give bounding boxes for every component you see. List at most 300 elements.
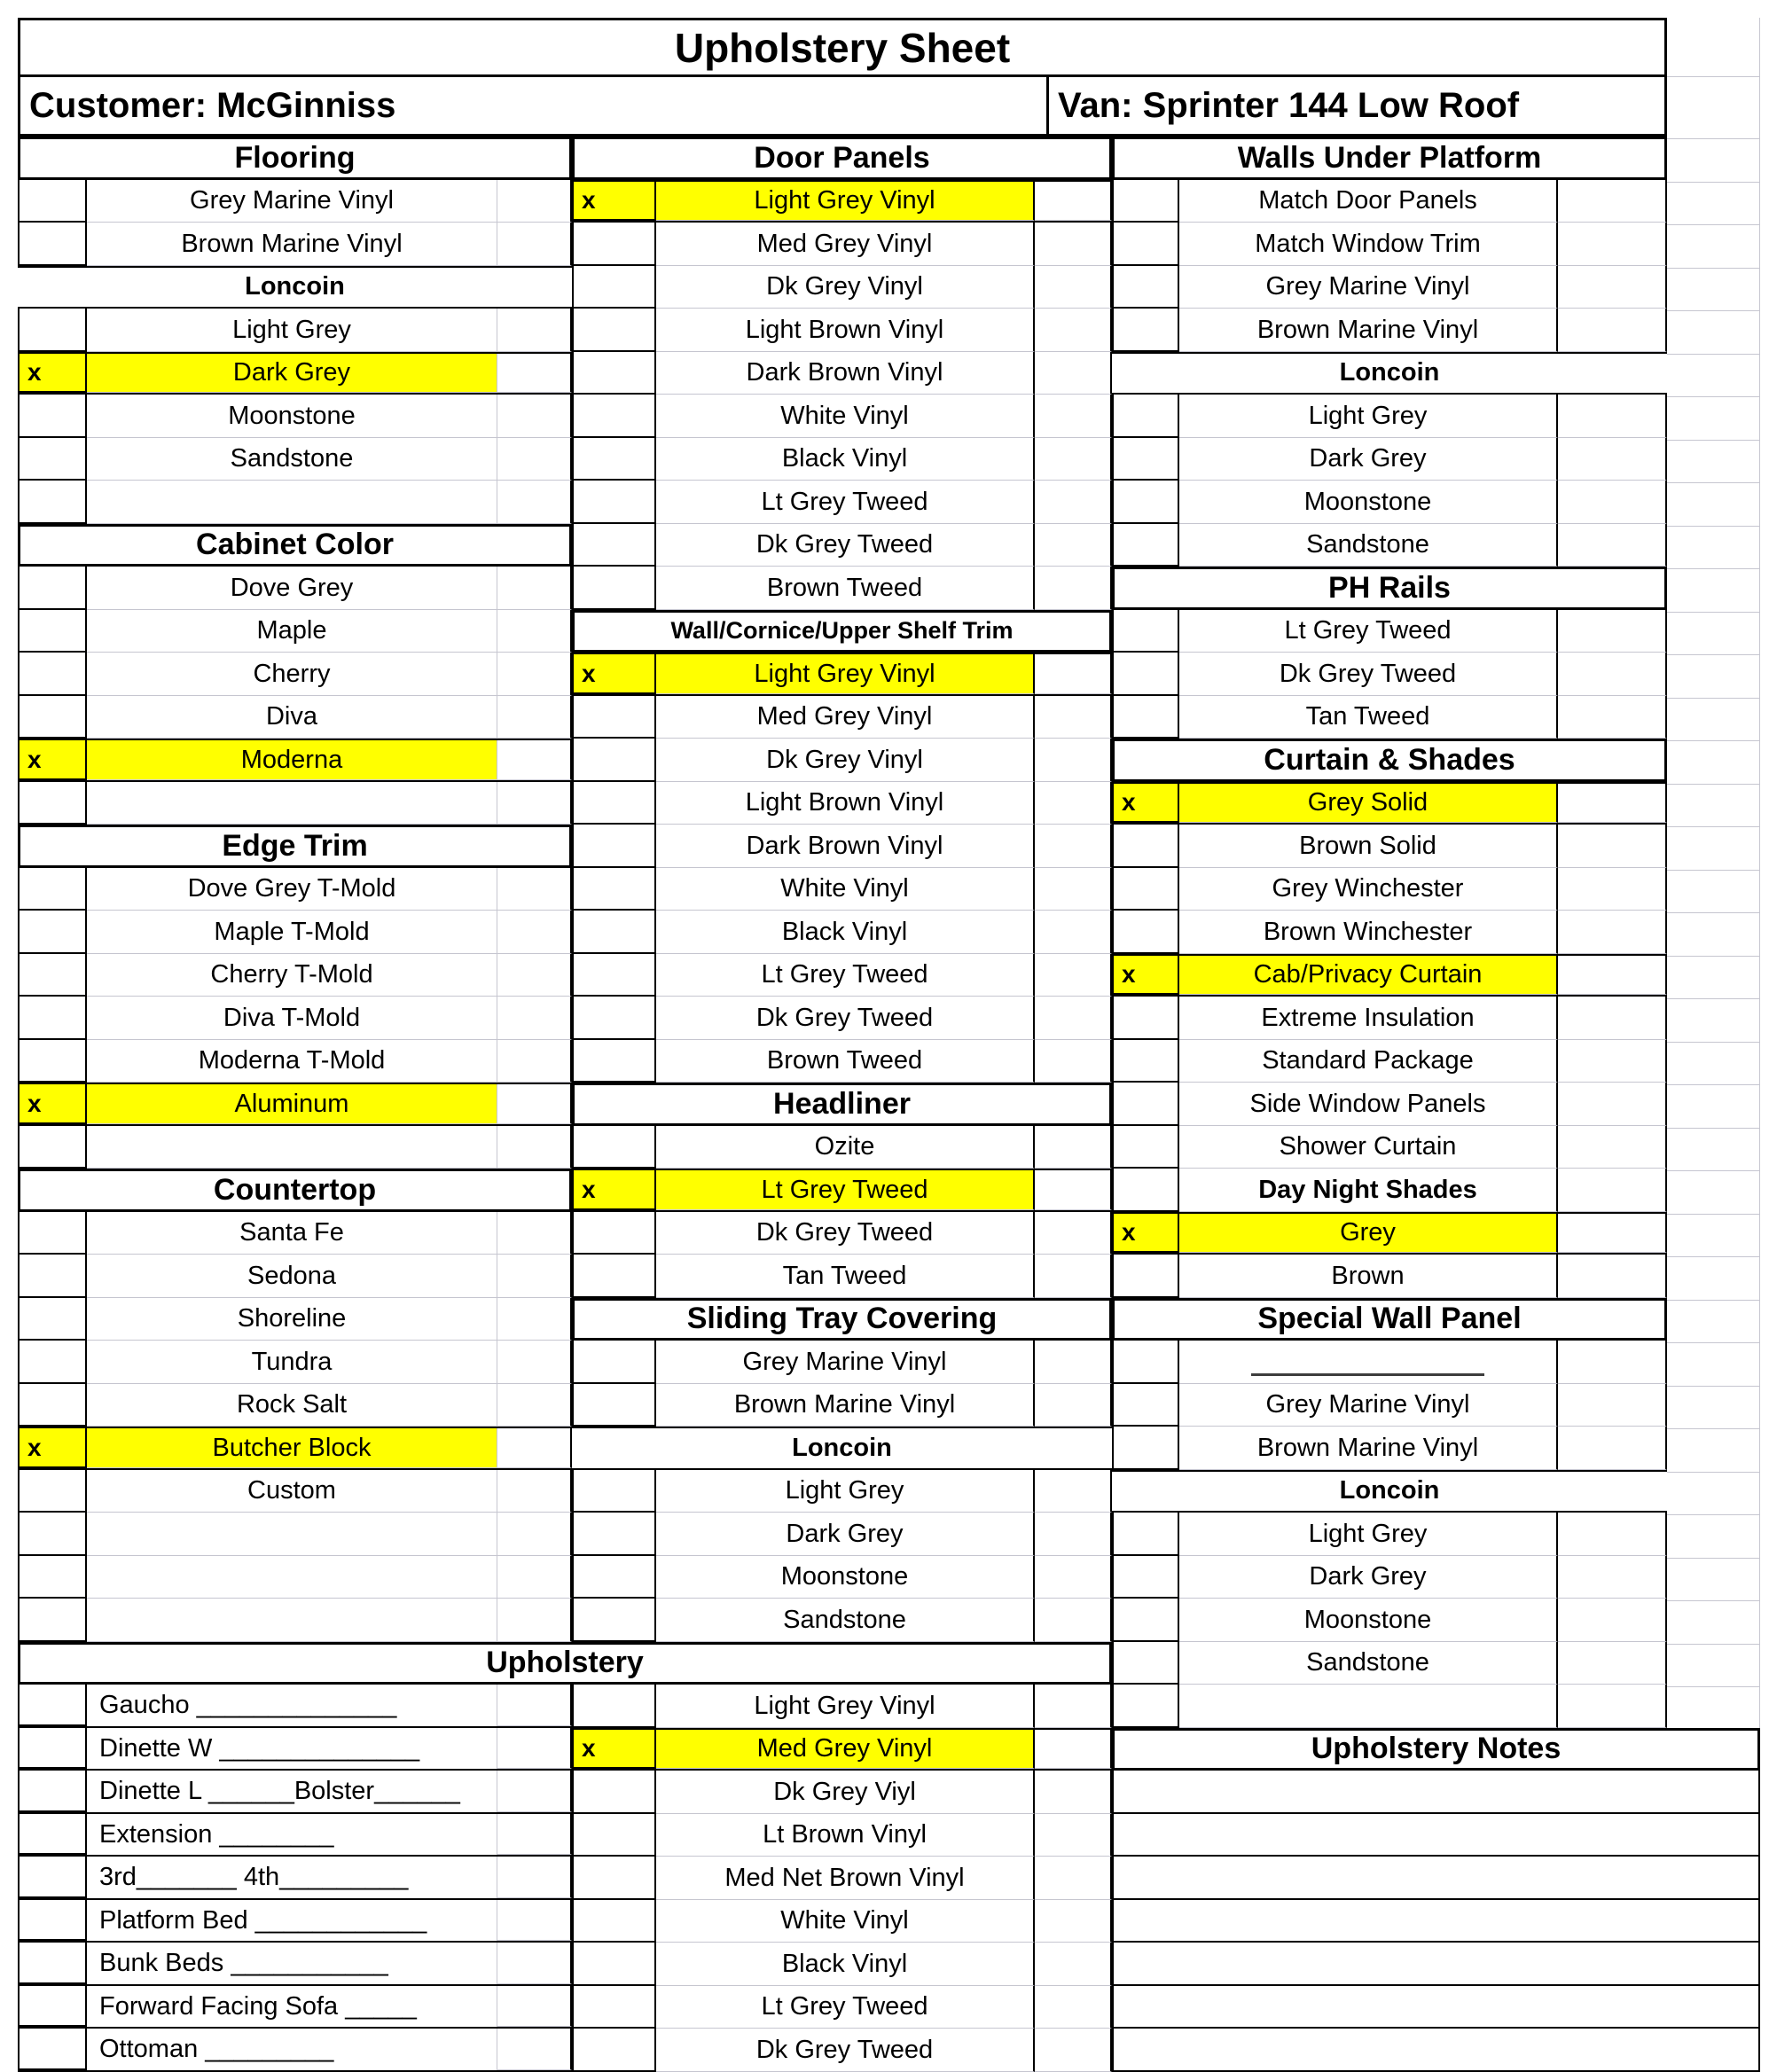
gutter-cell <box>1667 483 1759 527</box>
note-row[interactable] <box>1112 1814 1760 1857</box>
spacer-cell <box>1558 266 1667 309</box>
note-row[interactable] <box>1112 1986 1760 2029</box>
row-white-vinyl <box>572 868 1112 911</box>
checkbox-shoreline[interactable] <box>18 1298 87 1341</box>
checkbox-moonstone[interactable] <box>1112 1599 1179 1642</box>
label-match-window-trim: Match Window Trim <box>1179 223 1558 266</box>
checkbox-dk-grey-tweed[interactable] <box>1112 653 1179 696</box>
checkbox-blank[interactable] <box>18 1599 87 1642</box>
label-bunk-beds[interactable]: Bunk Beds ___________ <box>99 1949 388 1978</box>
checkbox-grey-marine-vinyl[interactable] <box>18 180 87 223</box>
checkbox-light-grey-vinyl[interactable]: x <box>572 654 656 694</box>
spacer-cell <box>1558 438 1667 481</box>
row-light-grey-vinyl <box>572 1685 1112 1728</box>
label-ottoman[interactable]: Ottoman _________ <box>99 2035 334 2064</box>
spacer-cell <box>1035 567 1112 610</box>
gutter-cell <box>1667 527 1759 570</box>
label-black-vinyl: Black Vinyl <box>656 1943 1035 1986</box>
row-forward-facing-sofa <box>18 1986 572 2029</box>
spacer-cell <box>1558 309 1667 352</box>
row-grey-solid <box>1112 782 1667 825</box>
row-light-grey-vinyl <box>572 180 1112 223</box>
checkbox-brown-marine-vinyl[interactable] <box>1112 309 1179 352</box>
spacer-cell <box>1558 784 1667 824</box>
checkbox-white-vinyl[interactable] <box>572 1900 656 1943</box>
checkbox-light-brown-vinyl[interactable] <box>572 309 656 352</box>
checkbox-match-window-trim[interactable] <box>1112 223 1179 266</box>
label-grey: Grey <box>1179 1214 1558 1254</box>
checkbox-dk-grey-tweed[interactable] <box>572 1212 656 1255</box>
spacer-cell <box>1035 1900 1112 1943</box>
checkbox-ozite[interactable] <box>572 1126 656 1169</box>
checkbox-rock-salt[interactable] <box>18 1384 87 1427</box>
note-row[interactable] <box>1112 1857 1760 1900</box>
row-dk-grey-vinyl <box>572 266 1112 309</box>
label-med-grey-vinyl: Med Grey Vinyl <box>656 223 1035 266</box>
checkbox-blank[interactable] <box>18 782 87 825</box>
section-header-walls-under-platform: Walls Under Platform <box>1112 137 1667 180</box>
gutter-cell <box>1667 18 1759 77</box>
checkbox-sandstone[interactable] <box>1112 1642 1179 1685</box>
checkbox-dk-grey-tweed[interactable] <box>572 997 656 1040</box>
checkbox-moonstone[interactable] <box>1112 481 1179 524</box>
blank-row <box>18 1126 572 1169</box>
checkbox-santa-fe[interactable] <box>18 1212 87 1255</box>
label-white-vinyl: White Vinyl <box>656 868 1035 911</box>
checkbox-dk-grey-vinyl[interactable] <box>572 739 656 782</box>
label-lt-brown-vinyl: Lt Brown Vinyl <box>656 1814 1035 1857</box>
checkbox-med-grey-vinyl[interactable]: x <box>572 1730 656 1770</box>
checkbox-light-grey[interactable] <box>18 309 87 352</box>
label-extension[interactable]: Extension ________ <box>99 1819 334 1849</box>
checkbox-white-vinyl[interactable] <box>572 395 656 438</box>
row-maple <box>18 610 572 653</box>
label-platform-bed[interactable]: Platform Bed ____________ <box>99 1905 427 1935</box>
row-moderna-t-mold <box>18 1040 572 1083</box>
label-light-grey: Light Grey <box>87 309 497 352</box>
checkbox-dk-grey-tweed[interactable] <box>572 524 656 567</box>
gutter-cell <box>1667 355 1759 398</box>
gutter-cell <box>1667 1429 1759 1473</box>
checkbox-custom[interactable] <box>18 1470 87 1513</box>
checkbox-brown-winchester[interactable] <box>1112 911 1179 954</box>
spacer-cell <box>1558 481 1667 524</box>
label-brown-marine-vinyl: Brown Marine Vinyl <box>656 1384 1035 1427</box>
checkbox-sandstone[interactable] <box>18 438 87 481</box>
checkbox-lt-grey-tweed[interactable] <box>572 954 656 997</box>
gutter-cell <box>1667 441 1759 484</box>
label-dinette-w[interactable]: Dinette W ______________ <box>99 1733 420 1763</box>
label-dk-grey-tweed: Dk Grey Tweed <box>656 1212 1035 1255</box>
checkbox-blank[interactable] <box>18 481 87 524</box>
checkbox-lt-brown-vinyl[interactable] <box>572 1814 656 1857</box>
spacer-cell <box>497 653 572 696</box>
checkbox-lt-grey-tweed[interactable] <box>572 481 656 524</box>
label-moonstone: Moonstone <box>1179 1599 1558 1642</box>
checkbox-standard-package[interactable] <box>1112 1040 1179 1083</box>
checkbox-blank[interactable] <box>1112 1341 1179 1384</box>
label-dark-grey: Dark Grey <box>87 354 497 394</box>
row-dark-grey <box>1112 1556 1667 1599</box>
checkbox-blank[interactable] <box>18 1513 87 1556</box>
checkbox-brown-tweed[interactable] <box>572 1040 656 1083</box>
checkbox-cherry-t-mold[interactable] <box>18 954 87 997</box>
row-brown-marine-vinyl <box>1112 1427 1667 1470</box>
checkbox-aluminum[interactable]: x <box>18 1084 87 1124</box>
row-dove-grey <box>18 567 572 610</box>
checkbox-dark-grey[interactable] <box>1112 438 1179 481</box>
row-moonstone <box>1112 481 1667 524</box>
checkbox-black-vinyl[interactable] <box>572 911 656 954</box>
row-shower-curtain <box>1112 1126 1667 1169</box>
spacer-cell <box>497 1986 572 2028</box>
checkbox-grey-marine-vinyl[interactable] <box>1112 266 1179 309</box>
gutter-cell <box>1667 397 1759 441</box>
checkbox-dark-grey[interactable] <box>1112 1556 1179 1599</box>
label-white-vinyl: White Vinyl <box>656 395 1035 438</box>
label-custom: Custom <box>87 1470 497 1513</box>
checkbox-diva-t-mold[interactable] <box>18 997 87 1040</box>
label-blank <box>87 782 497 825</box>
label-grey-marine-vinyl: Grey Marine Vinyl <box>1179 266 1558 309</box>
checkbox-bunk-beds[interactable] <box>18 1943 87 1984</box>
row-dark-grey <box>18 352 572 395</box>
checkbox-forward-facing-sofa[interactable] <box>18 1986 87 2028</box>
checkbox-dark-grey[interactable]: x <box>18 354 87 394</box>
row-light-grey-vinyl <box>572 653 1112 696</box>
spacer-cell <box>1035 654 1112 694</box>
checkbox-grey-solid[interactable]: x <box>1112 784 1179 824</box>
row-dk-grey-tweed <box>572 1212 1112 1255</box>
gutter-cell <box>1667 1257 1759 1301</box>
checkbox-sedona[interactable] <box>18 1255 87 1298</box>
blank-row <box>1112 1685 1667 1728</box>
checkbox-dk-grey-tweed[interactable] <box>572 2029 656 2072</box>
checkbox-med-grey-vinyl[interactable] <box>572 223 656 266</box>
note-row[interactable] <box>1112 1943 1760 1986</box>
checkbox-med-grey-vinyl[interactable] <box>572 696 656 739</box>
checkbox-brown-tweed[interactable] <box>572 567 656 610</box>
spacer-cell <box>497 309 572 352</box>
checkbox-sandstone[interactable] <box>572 1599 656 1642</box>
section-header-curtain-shades: Curtain & Shades <box>1112 739 1667 782</box>
spacer-cell <box>497 868 572 911</box>
gutter-cell <box>1667 77 1759 139</box>
spacer-cell <box>1035 223 1112 266</box>
checkbox-brown-marine-vinyl[interactable] <box>1112 1427 1179 1470</box>
checkbox-brown-marine-vinyl[interactable] <box>572 1384 656 1427</box>
checkbox-extension[interactable] <box>18 1814 87 1856</box>
note-row[interactable] <box>1112 2029 1760 2072</box>
label-lt-grey-tweed: Lt Grey Tweed <box>1179 610 1558 653</box>
spacer-cell <box>497 911 572 954</box>
checkbox-lt-grey-tweed[interactable]: x <box>572 1170 656 1210</box>
section-header-headliner: Headliner <box>572 1083 1112 1126</box>
blank-row <box>18 782 572 825</box>
checkbox-day-night-shades[interactable] <box>1112 1169 1179 1212</box>
checkbox-dove-grey[interactable] <box>18 567 87 610</box>
label-brown-marine-vinyl: Brown Marine Vinyl <box>87 223 497 266</box>
label-match-door-panels: Match Door Panels <box>1179 180 1558 223</box>
checkbox-cab-privacy-curtain[interactable]: x <box>1112 956 1179 996</box>
checkbox-med-net-brown-vinyl[interactable] <box>572 1857 656 1900</box>
checkbox-brown-solid[interactable] <box>1112 825 1179 868</box>
section-header-edge-trim: Edge Trim <box>18 825 572 868</box>
checkbox-grey-winchester[interactable] <box>1112 868 1179 911</box>
spacer-cell <box>1035 481 1112 524</box>
spacer-cell <box>497 696 572 739</box>
row-lt-grey-tweed <box>572 1169 1112 1212</box>
spacer-cell <box>497 782 572 825</box>
checkbox-light-brown-vinyl[interactable] <box>572 782 656 825</box>
label-grey-marine-vinyl: Grey Marine Vinyl <box>656 1341 1035 1384</box>
label-dove-grey-t-mold: Dove Grey T-Mold <box>87 868 497 911</box>
label-med-grey-vinyl: Med Grey Vinyl <box>656 1730 1035 1770</box>
checkbox-blank[interactable] <box>18 1556 87 1599</box>
row-tan-tweed <box>1112 696 1667 739</box>
checkbox-light-grey[interactable] <box>1112 1513 1179 1556</box>
van-field[interactable]: Van: Sprinter 144 Low Roof <box>1046 74 1667 137</box>
spacer-cell <box>1035 352 1112 395</box>
spacer-cell <box>497 1771 572 1812</box>
label-lt-grey-tweed: Lt Grey Tweed <box>656 954 1035 997</box>
checkbox-dove-grey-t-mold[interactable] <box>18 868 87 911</box>
checkbox-lt-grey-tweed[interactable] <box>572 1986 656 2029</box>
spacer-cell <box>1558 1040 1667 1083</box>
section-header-wall-cornice-upper-shelf-trim: Wall/Cornice/Upper Shelf Trim <box>572 610 1112 653</box>
checkbox-tan-tweed[interactable] <box>1112 696 1179 739</box>
label-blank <box>87 481 497 524</box>
gutter-cell <box>1667 139 1759 183</box>
row-grey-marine-vinyl <box>1112 1384 1667 1427</box>
checkbox-light-grey-vinyl[interactable] <box>572 1685 656 1728</box>
checkbox-dinette-w[interactable] <box>18 1728 87 1770</box>
gutter-cell <box>1667 1129 1759 1172</box>
spacer-cell <box>497 1040 572 1083</box>
row-sedona <box>18 1255 572 1298</box>
checkbox-tan-tweed[interactable] <box>572 1255 656 1298</box>
row-grey-marine-vinyl <box>18 180 572 223</box>
spacer-cell <box>1035 1170 1112 1210</box>
label-light-grey-vinyl: Light Grey Vinyl <box>656 654 1035 694</box>
row-brown-tweed <box>572 567 1112 610</box>
checkbox-moderna-t-mold[interactable] <box>18 1040 87 1083</box>
label-dinette-l-bolster[interactable]: Dinette L ______Bolster______ <box>99 1777 460 1806</box>
fill-in-line[interactable] <box>1251 1347 1485 1376</box>
spacer-cell <box>1558 223 1667 266</box>
label-black-vinyl: Black Vinyl <box>656 438 1035 481</box>
checkbox-diva[interactable] <box>18 696 87 739</box>
row-match-window-trim <box>1112 223 1667 266</box>
customer-field[interactable]: Customer: McGinniss <box>18 74 1049 137</box>
spacer-cell <box>1558 1255 1667 1298</box>
label-ozite: Ozite <box>656 1126 1035 1169</box>
row-ottoman <box>18 2029 572 2072</box>
label-blank <box>1179 1341 1558 1384</box>
spreadsheet-gutter <box>1667 18 1760 1731</box>
row-grey-marine-vinyl <box>572 1341 1112 1384</box>
gutter-cell <box>1667 871 1759 914</box>
spacer-cell <box>497 438 572 481</box>
spacer-cell <box>1558 395 1667 438</box>
checkbox-moderna[interactable]: x <box>18 740 87 780</box>
note-row[interactable] <box>1112 1771 1760 1814</box>
row-bunk-beds <box>18 1943 572 1986</box>
spacer-cell <box>1558 1685 1667 1728</box>
row-standard-package <box>1112 1040 1667 1083</box>
label-light-grey: Light Grey <box>1179 395 1558 438</box>
spacer-cell <box>497 223 572 266</box>
label-sedona: Sedona <box>87 1255 497 1298</box>
spacer-cell <box>1558 1642 1667 1685</box>
checkbox-dark-grey[interactable] <box>572 1513 656 1556</box>
label-light-grey: Light Grey <box>1179 1513 1558 1556</box>
label-gaucho[interactable]: Gaucho ______________ <box>99 1691 397 1720</box>
spacer-cell <box>1558 868 1667 911</box>
spacer-cell <box>1035 1943 1112 1986</box>
checkbox-light-grey-vinyl[interactable]: x <box>572 182 656 222</box>
checkbox-tundra[interactable] <box>18 1341 87 1384</box>
label-santa-fe: Santa Fe <box>87 1212 497 1255</box>
spacer-cell <box>1035 1685 1112 1728</box>
checkbox-dinette-l-bolster[interactable] <box>18 1771 87 1812</box>
checkbox-gaucho[interactable] <box>18 1685 87 1726</box>
label-dk-grey-tweed: Dk Grey Tweed <box>1179 653 1558 696</box>
checkbox-light-grey[interactable] <box>1112 395 1179 438</box>
label-dark-brown-vinyl: Dark Brown Vinyl <box>656 352 1035 395</box>
spacer-cell <box>1035 2029 1112 2072</box>
spacer-cell <box>1558 1513 1667 1556</box>
row-grey <box>1112 1212 1667 1255</box>
checkbox-grey-marine-vinyl[interactable] <box>1112 1384 1179 1427</box>
spacer-cell <box>1558 1214 1667 1254</box>
checkbox-match-door-panels[interactable] <box>1112 180 1179 223</box>
spacer-cell <box>1035 1814 1112 1857</box>
label-dk-grey-vinyl: Dk Grey Vinyl <box>656 266 1035 309</box>
checkbox-grey[interactable]: x <box>1112 1214 1179 1254</box>
checkbox-maple-t-mold[interactable] <box>18 911 87 954</box>
label-shower-curtain: Shower Curtain <box>1179 1126 1558 1169</box>
label-lt-grey-tweed: Lt Grey Tweed <box>656 1170 1035 1210</box>
checkbox-moonstone[interactable] <box>572 1556 656 1599</box>
label-grey-solid: Grey Solid <box>1179 784 1558 824</box>
row-cherry-t-mold <box>18 954 572 997</box>
row-brown-solid <box>1112 825 1667 868</box>
checkbox-cherry[interactable] <box>18 653 87 696</box>
checkbox-brown[interactable] <box>1112 1255 1179 1298</box>
row-brown-winchester <box>1112 911 1667 954</box>
checkbox-dark-brown-vinyl[interactable] <box>572 825 656 868</box>
checkbox-light-grey[interactable] <box>572 1470 656 1513</box>
spacer-cell <box>1558 825 1667 868</box>
section-header-upholstery-notes: Upholstery Notes <box>1112 1728 1760 1771</box>
checkbox-grey-marine-vinyl[interactable] <box>572 1341 656 1384</box>
gutter-cell <box>1667 1515 1759 1559</box>
checkbox-butcher-block[interactable]: x <box>18 1428 87 1468</box>
gutter-cell <box>1667 1301 1759 1344</box>
label-dk-grey-viyl: Dk Grey Viyl <box>656 1771 1035 1814</box>
row-custom <box>18 1470 572 1513</box>
row-shoreline <box>18 1298 572 1341</box>
label-grey-marine-vinyl: Grey Marine Vinyl <box>87 180 497 223</box>
row-dark-brown-vinyl <box>572 352 1112 395</box>
checkbox-dk-grey-viyl[interactable] <box>572 1771 656 1814</box>
checkbox-moonstone[interactable] <box>18 395 87 438</box>
label-maple-t-mold: Maple T-Mold <box>87 911 497 954</box>
checkbox-blank[interactable] <box>18 1126 87 1169</box>
row-cab-privacy-curtain <box>1112 954 1667 997</box>
spacer-cell <box>497 1900 572 1942</box>
label-tundra: Tundra <box>87 1341 497 1384</box>
checkbox-extreme-insulation[interactable] <box>1112 997 1179 1040</box>
checkbox-white-vinyl[interactable] <box>572 868 656 911</box>
row-white-vinyl <box>572 1900 1112 1943</box>
checkbox-ottoman[interactable] <box>18 2029 87 2070</box>
label-light-grey-vinyl: Light Grey Vinyl <box>656 1685 1035 1728</box>
checkbox-black-vinyl[interactable] <box>572 1943 656 1986</box>
row-brown <box>1112 1255 1667 1298</box>
gutter-cell <box>1667 1387 1759 1430</box>
label-forward-facing-sofa[interactable]: Forward Facing Sofa _____ <box>99 1991 417 2021</box>
checkbox-dk-grey-vinyl[interactable] <box>572 266 656 309</box>
spacer-cell <box>497 954 572 997</box>
spacer-cell <box>497 1084 572 1124</box>
label-dk-grey-vinyl: Dk Grey Vinyl <box>656 739 1035 782</box>
row-moderna <box>18 739 572 782</box>
spacer-cell <box>497 395 572 438</box>
spacer-cell <box>497 1728 572 1770</box>
checkbox-lt-grey-tweed[interactable] <box>1112 610 1179 653</box>
spacer-cell <box>1035 954 1112 997</box>
spacer-cell <box>497 1298 572 1341</box>
note-row[interactable] <box>1112 1900 1760 1943</box>
row-light-grey <box>1112 395 1667 438</box>
section-header-upholstery: Upholstery <box>18 1642 1112 1685</box>
label-3rd-4th[interactable]: 3rd_______ 4th_________ <box>99 1863 409 1892</box>
row-butcher-block <box>18 1427 572 1470</box>
checkbox-brown-marine-vinyl[interactable] <box>18 223 87 266</box>
spacer-cell <box>1558 956 1667 996</box>
label-moderna: Moderna <box>87 740 497 780</box>
checkbox-maple[interactable] <box>18 610 87 653</box>
checkbox-sandstone[interactable] <box>1112 524 1179 567</box>
gutter-cell <box>1667 1085 1759 1129</box>
label-blank <box>87 1513 497 1556</box>
row-dark-brown-vinyl <box>572 825 1112 868</box>
spacer-cell <box>497 1384 572 1427</box>
gutter-cell <box>1667 999 1759 1043</box>
checkbox-platform-bed[interactable] <box>18 1900 87 1942</box>
checkbox-black-vinyl[interactable] <box>572 438 656 481</box>
spacer-cell <box>497 997 572 1040</box>
spacer-cell <box>1035 1986 1112 2029</box>
gutter-cell <box>1667 827 1759 871</box>
subsection-header-loncoin: Loncoin <box>1112 1470 1667 1513</box>
spacer-cell <box>1558 1384 1667 1427</box>
checkbox-blank[interactable] <box>1112 1685 1179 1728</box>
label-blank <box>87 1599 497 1642</box>
label-brown-marine-vinyl: Brown Marine Vinyl <box>1179 1427 1558 1470</box>
checkbox-dark-brown-vinyl[interactable] <box>572 352 656 395</box>
row-light-brown-vinyl <box>572 782 1112 825</box>
row-tan-tweed <box>572 1255 1112 1298</box>
checkbox-shower-curtain[interactable] <box>1112 1126 1179 1169</box>
spacer-cell <box>1035 1730 1112 1770</box>
checkbox-side-window-panels[interactable] <box>1112 1083 1179 1126</box>
gutter-cell <box>1667 699 1759 742</box>
subsection-header-loncoin: Loncoin <box>1112 352 1667 395</box>
checkbox-3rd-4th[interactable] <box>18 1857 87 1898</box>
